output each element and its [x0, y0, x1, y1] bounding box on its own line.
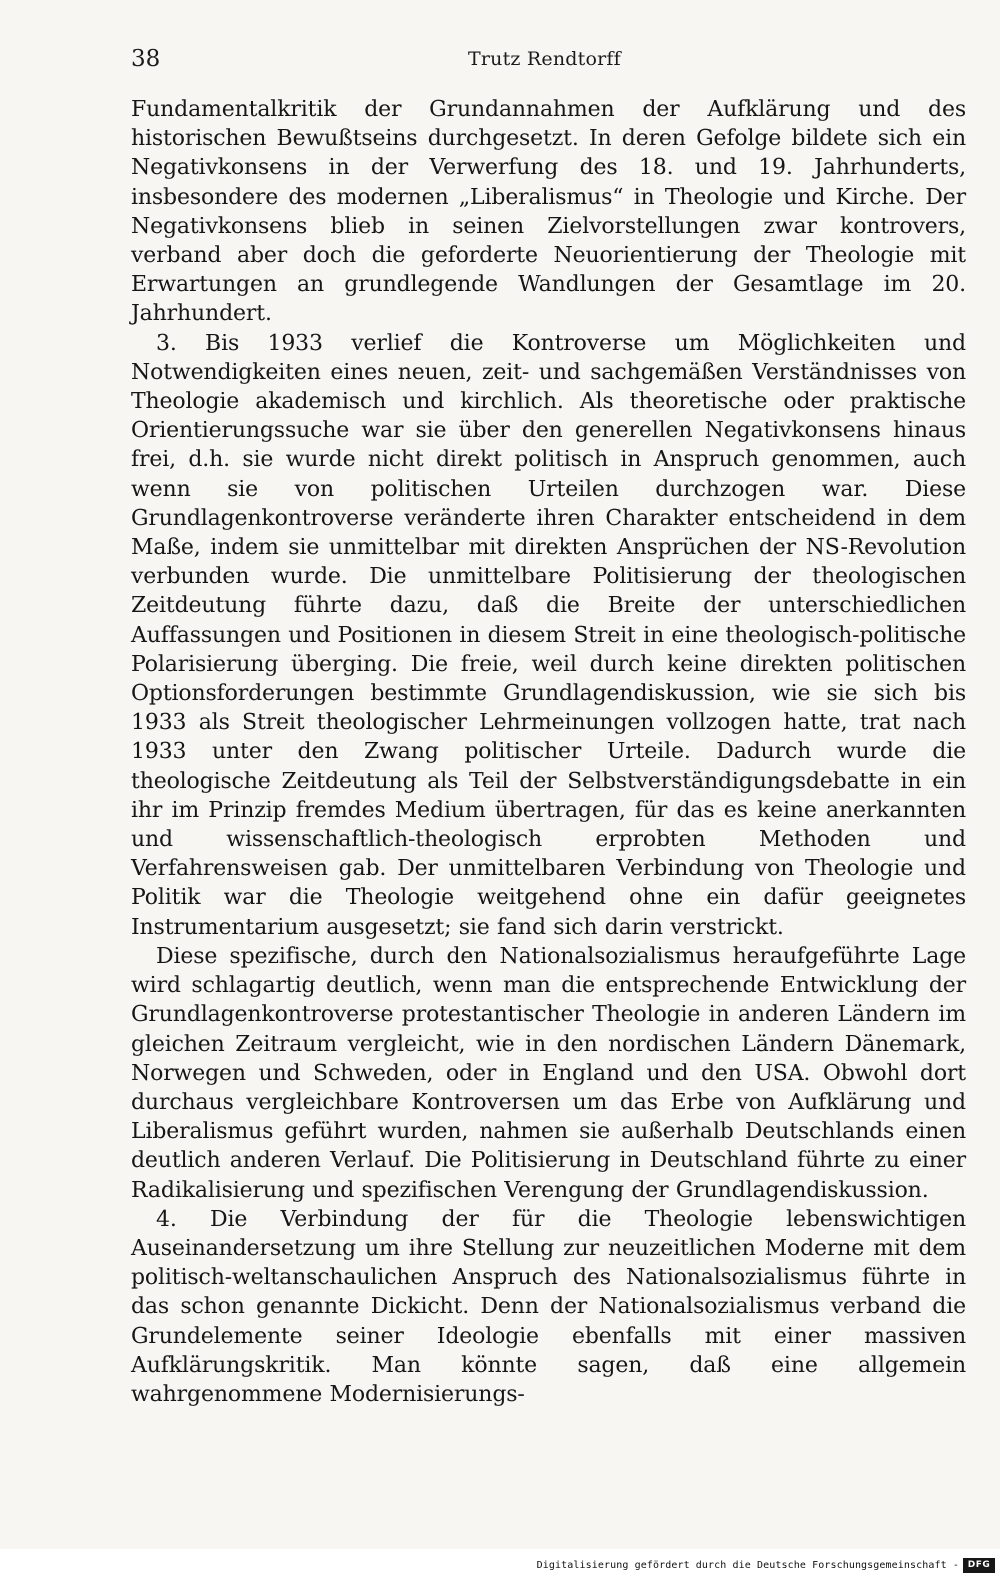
page-number: 38	[131, 46, 161, 72]
paragraph-continuation: Fundamentalkritik der Grundannahmen der Aufklärung und des historischen Bewußtseins durchgesetzt. In deren Gefolge bildete sich ein Negativkonsens in der Verwerfung des 18. und 19. Jahrhunderts, insbesondere des modernen „Liberalismus“ in Theologie und Kirche. Der Negativkonsens blieb in seinen Zielvorstellungen zwar kontrovers, verband aber doch die geforderte Neuorientierung der Theologie mit Erwartungen an grundlegende Wandlungen der Gesamtlage im 20. Jahrhundert.	[131, 97, 966, 327]
page-header	[131, 46, 966, 78]
paragraph-comparison: Diese spezifische, durch den Nationalsozialismus heraufgeführte Lage wird schlagartig deutlich, wenn man die entsprechende Entwicklung der Grundlagenkontroverse protestantischer Theologie in anderen Ländern im gleichen Zeitraum vergleicht, wie in den nordischen Ländern Dänemark, Norwegen und Schweden, oder in England und den USA. Obwohl dort durchaus vergleichbare Kontroversen um das Erbe von Aufklärung und Liberalismus geführt wurden, nahmen sie außerhalb Deutschlands einen deutlich anderen Verlauf. Die Politisierung in Deutschland führte zu einer Radikalisierung und spezifischen Verengung der Grundlagendiskussion.	[131, 943, 966, 1203]
paragraph-4: 4. Die Verbindung der für die Theologie lebenswichtigen Auseinandersetzung um ihre Stellung zur neuzeitlichen Moderne mit dem politisch-weltanschaulichen Anspruch des Nationalsozialismus führte in das schon genannte Dickicht. Denn der Nationalsozialismus verband die Grundelemente seiner Ideologie ebenfalls mit einer massiven Aufklärungskritik. Man könnte sagen, daß eine allgemein wahrgenommene Modernisierungs-	[131, 1206, 966, 1407]
dfg-logo: DFG	[963, 1558, 995, 1573]
funding-note: Digitalisierung gefördert durch die Deutsche Forschungsgemeinschaft -	[536, 1560, 959, 1571]
paragraph-3: 3. Bis 1933 verlief die Kontroverse um Möglichkeiten und Notwendigkeiten eines neuen, zeit- und sachgemäßen Verständnisses von Theologie akademisch und kirchlich. Als theoretische oder praktische Orientierungssuche war sie über den generellen Negativkonsens hinaus frei, d.h. sie wurde nicht direkt politisch in Anspruch genommen, auch wenn sie von politischen Urteilen durchzogen war. Diese Grundlagenkontroverse veränderte ihren Charakter entscheidend in dem Maße, indem sie unmittelbar mit direkten Ansprüchen der NS-Revolution verbunden wurde. Die unmittelbare Politisierung der theologischen Zeitdeutung führte dazu, daß die Breite der unterschiedlichen Auffassungen und Positionen in diesem Streit in eine theologisch-politische Polarisierung überging. Die freie, weil durch keine direkten politischen Optionsforderungen bestimmte Grundlagendiskussion, wie sie sich bis 1933 als Streit theologischer Lehrmeinungen vollzogen hatte, trat nach 1933 unter den Zwang politischer Urteile. Dadurch wurde die theologische Zeitdeutung als Teil der Selbstverständigungsdebatte in ein ihr im Prinzip fremdes Medium übertragen, für das es keine anerkannten und wissenschaftlich-theologisch erprobten Methoden und Verfahrensweisen gab. Der unmittelbaren Verbindung von Theologie und Politik war die Theologie weitgehend ohne ein dafür geeignetes Instrumentarium ausgesetzt; sie fand sich darin verstrickt.	[131, 330, 966, 940]
running-title: Trutz Rendtorff	[468, 48, 621, 70]
digitization-footer	[0, 1549, 1000, 1583]
body-text	[131, 95, 966, 1409]
